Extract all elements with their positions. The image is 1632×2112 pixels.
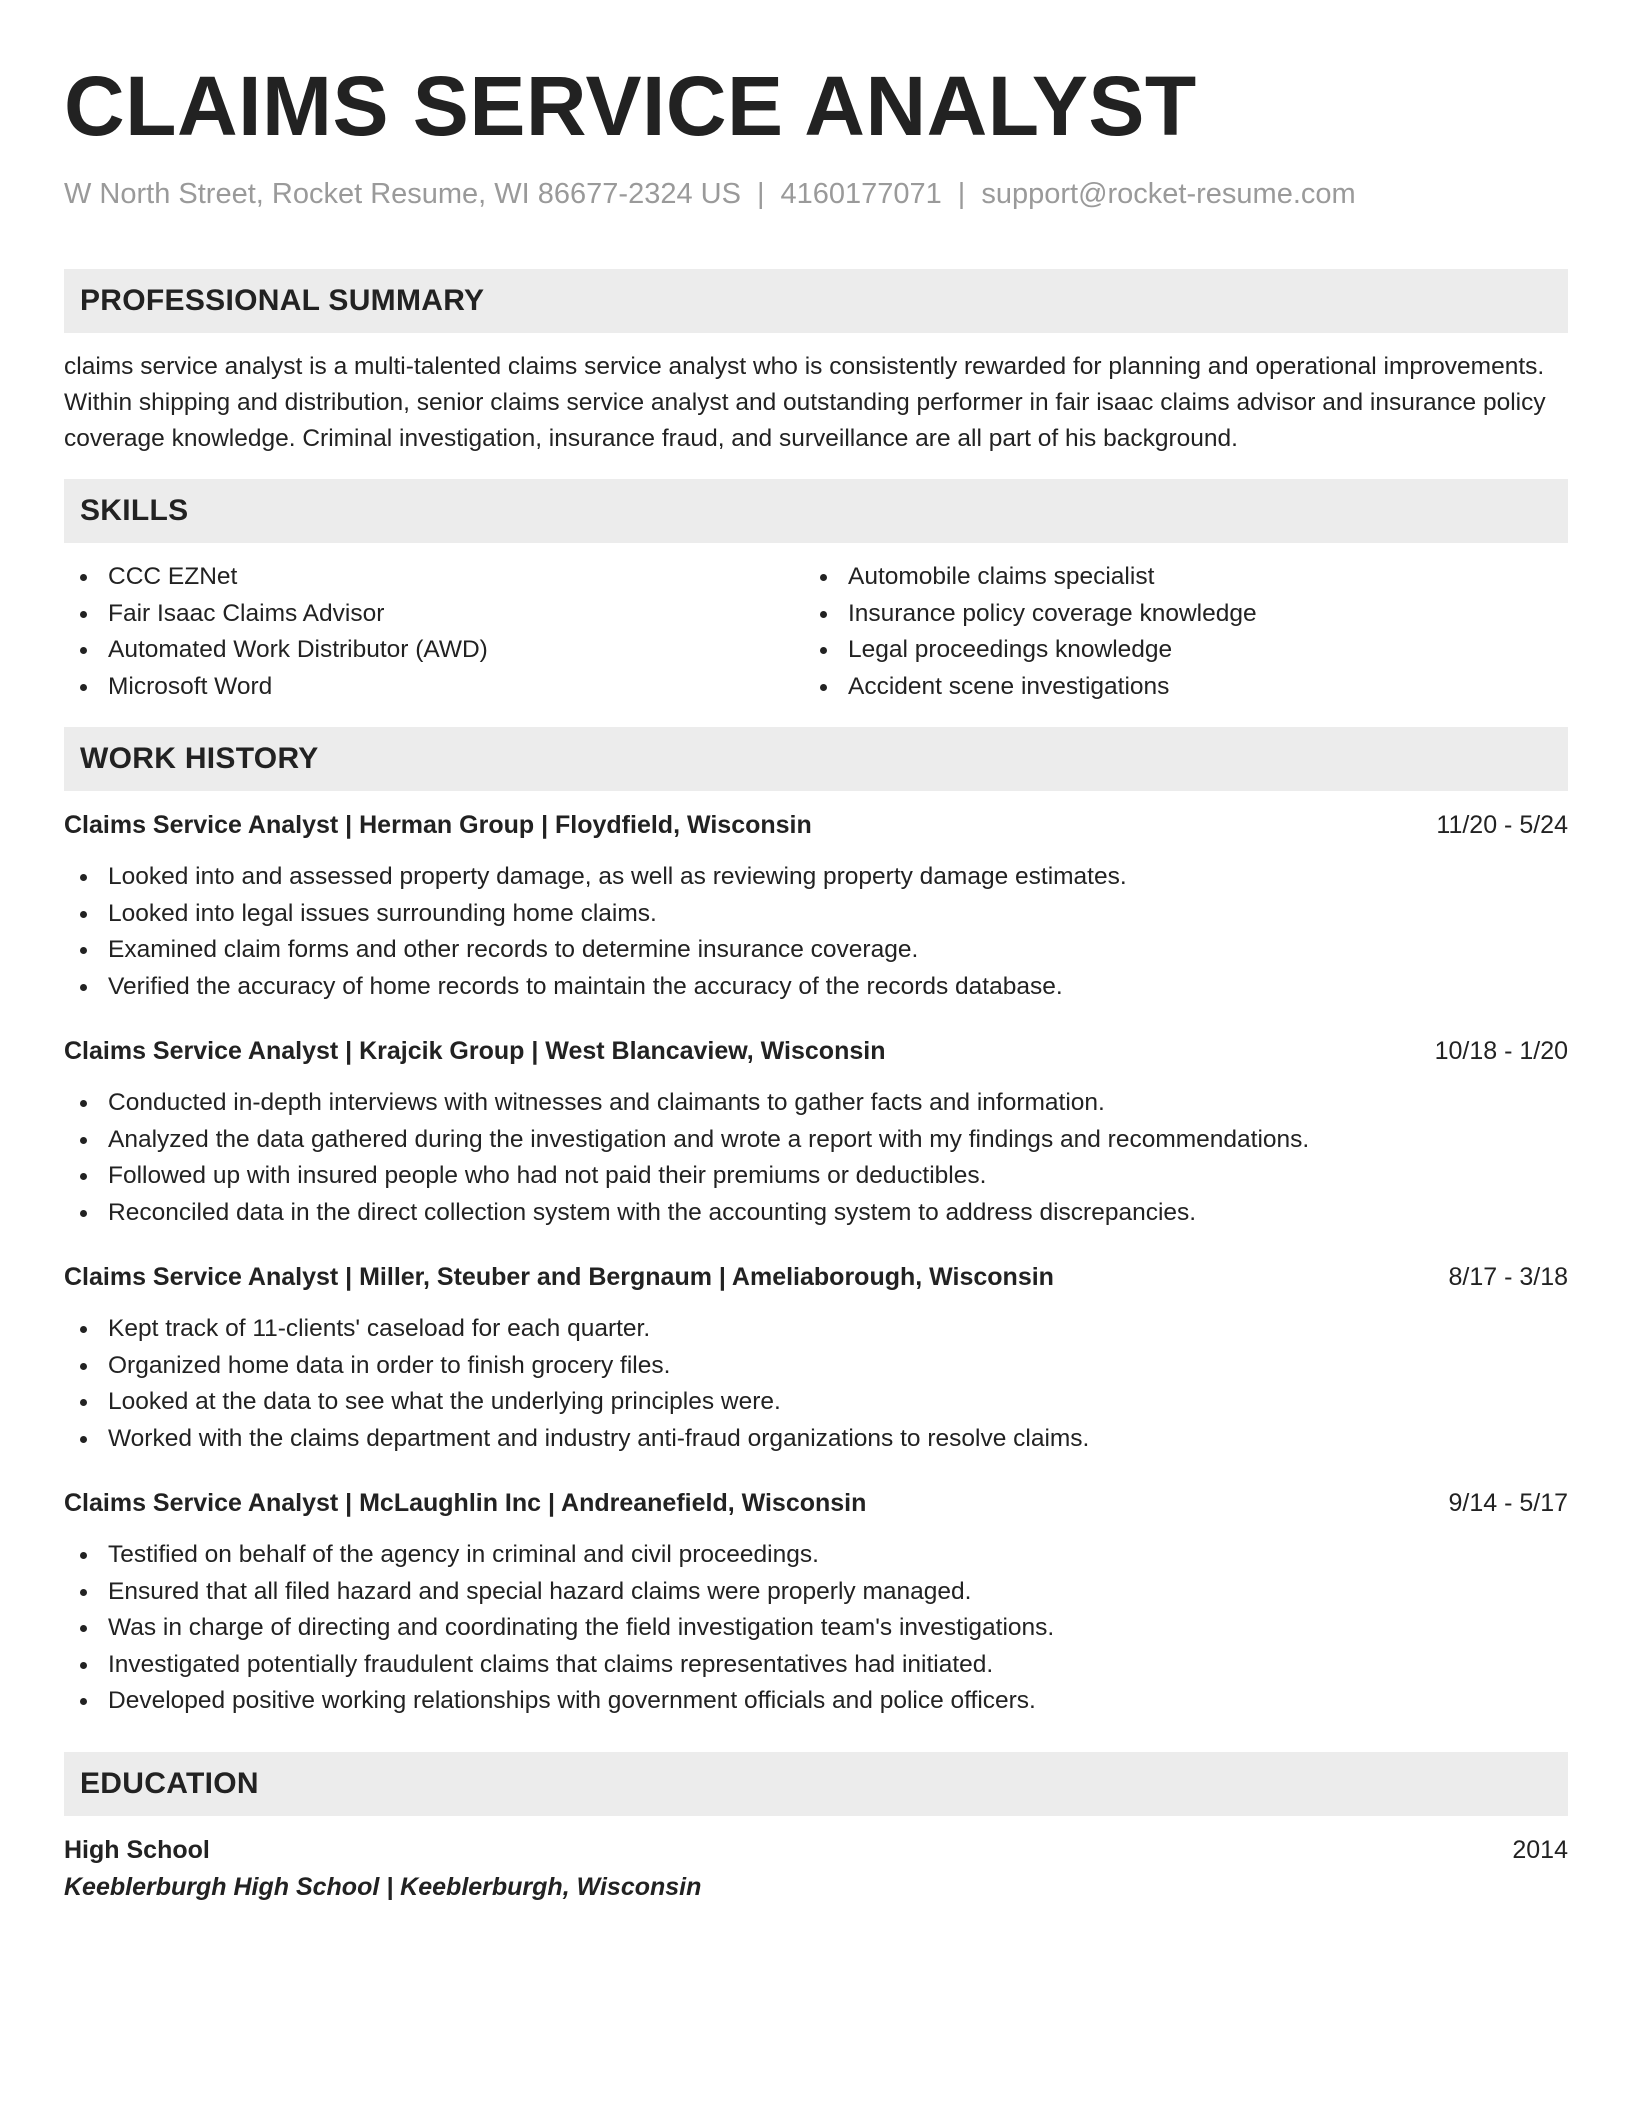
section-header-education: EDUCATION	[64, 1752, 1568, 1816]
job-bullet: Kept track of 11-clients' caseload for each quarter.	[64, 1311, 1568, 1348]
job-dates: 10/18 - 1/20	[1434, 1037, 1568, 1065]
section-header-work-history: WORK HISTORY	[64, 727, 1568, 791]
job-bullet: Ensured that all filed hazard and special hazard claims were properly managed.	[64, 1574, 1568, 1611]
job-heading	[64, 1033, 1568, 1069]
job-bullet: Developed positive working relationships with government officials and police officers.	[64, 1683, 1568, 1720]
job-bullets	[64, 1537, 1568, 1720]
summary-text: claims service analyst is a multi-talented claims service analyst who is consistently rewarded for planning and operational improvements. Within shipping and distribution, senior claims service analyst and outstanding performer in fair isaac claims advisor and insurance policy coverage knowledge. Criminal investigation, insurance fraud, and surveillance are all part of his background.	[64, 353, 1546, 452]
job-title: Claims Service Analyst | Herman Group | Floydfield, Wisconsin	[64, 811, 812, 839]
job-title: Claims Service Analyst | McLaughlin Inc | Andreanefield, Wisconsin	[64, 1489, 867, 1517]
contact-separator: |	[756, 178, 765, 210]
education-entry	[64, 1832, 1568, 1906]
skill-item: CCC EZNet	[64, 559, 804, 596]
skill-item: Automobile claims specialist	[804, 559, 1544, 596]
job-bullets	[64, 859, 1568, 1005]
section-header-skills: SKILLS	[64, 479, 1568, 543]
contact-line	[64, 176, 1568, 212]
skill-item: Insurance policy coverage knowledge	[804, 596, 1544, 633]
job-bullet: Testified on behalf of the agency in criminal and civil proceedings.	[64, 1537, 1568, 1574]
contact-address: W North Street, Rocket Resume, WI 86677-2324 US	[64, 178, 741, 210]
candidate-name: CLAIMS SERVICE ANALYST	[64, 59, 1197, 153]
job-entry	[64, 1033, 1568, 1231]
job-bullet: Conducted in-depth interviews with witnesses and claimants to gather facts and information.	[64, 1085, 1568, 1122]
skill-item: Microsoft Word	[64, 669, 804, 706]
skills-column-left	[64, 559, 804, 705]
education-heading	[64, 1832, 1568, 1868]
job-bullet: Looked at the data to see what the underlying principles were.	[64, 1384, 1568, 1421]
job-dates: 11/20 - 5/24	[1436, 811, 1568, 839]
job-bullet: Investigated potentially fraudulent claims that claims representatives had initiated.	[64, 1647, 1568, 1684]
job-bullet: Organized home data in order to finish grocery files.	[64, 1348, 1568, 1385]
education-school: Keeblerburgh High School | Keeblerburgh, Wisconsin	[64, 1872, 702, 1901]
job-heading	[64, 1485, 1568, 1521]
contact-email: support@rocket-resume.com	[981, 178, 1356, 210]
skill-item: Fair Isaac Claims Advisor	[64, 596, 804, 633]
job-title: Claims Service Analyst | Krajcik Group | West Blancaview, Wisconsin	[64, 1037, 886, 1065]
job-bullet: Looked into and assessed property damage, as well as reviewing property damage estimates.	[64, 859, 1568, 896]
job-dates: 9/14 - 5/17	[1448, 1489, 1568, 1517]
skills-list	[64, 559, 1568, 705]
job-entry	[64, 807, 1568, 1005]
job-entry	[64, 1485, 1568, 1720]
job-dates: 8/17 - 3/18	[1448, 1263, 1568, 1291]
job-bullets	[64, 1085, 1568, 1231]
job-heading	[64, 1259, 1568, 1295]
skill-item: Legal proceedings knowledge	[804, 632, 1544, 669]
skill-item: Automated Work Distributor (AWD)	[64, 632, 804, 669]
job-bullet: Analyzed the data gathered during the investigation and wrote a report with my findings and recommendations.	[64, 1122, 1568, 1159]
education-year: 2014	[1512, 1835, 1568, 1864]
skill-item: Accident scene investigations	[804, 669, 1544, 706]
contact-separator: |	[957, 178, 966, 210]
job-bullet: Worked with the claims department and industry anti-fraud organizations to resolve claims.	[64, 1421, 1568, 1458]
job-heading	[64, 807, 1568, 843]
job-bullet: Examined claim forms and other records to determine insurance coverage.	[64, 932, 1568, 969]
section-header-summary: PROFESSIONAL SUMMARY	[64, 269, 1568, 333]
job-bullet: Reconciled data in the direct collection system with the accounting system to address discrepancies.	[64, 1195, 1568, 1232]
contact-phone: 4160177071	[780, 178, 942, 210]
education-degree: High School	[64, 1835, 210, 1864]
job-entry	[64, 1259, 1568, 1457]
job-bullet: Was in charge of directing and coordinating the field investigation team's investigations.	[64, 1610, 1568, 1647]
job-bullet: Followed up with insured people who had not paid their premiums or deductibles.	[64, 1158, 1568, 1195]
job-bullets	[64, 1311, 1568, 1457]
job-bullet: Looked into legal issues surrounding home claims.	[64, 896, 1568, 933]
skills-column-right	[804, 559, 1544, 705]
job-title: Claims Service Analyst | Miller, Steuber and Bergnaum | Ameliaborough, Wisconsin	[64, 1263, 1054, 1291]
job-bullet: Verified the accuracy of home records to maintain the accuracy of the records database.	[64, 969, 1568, 1006]
